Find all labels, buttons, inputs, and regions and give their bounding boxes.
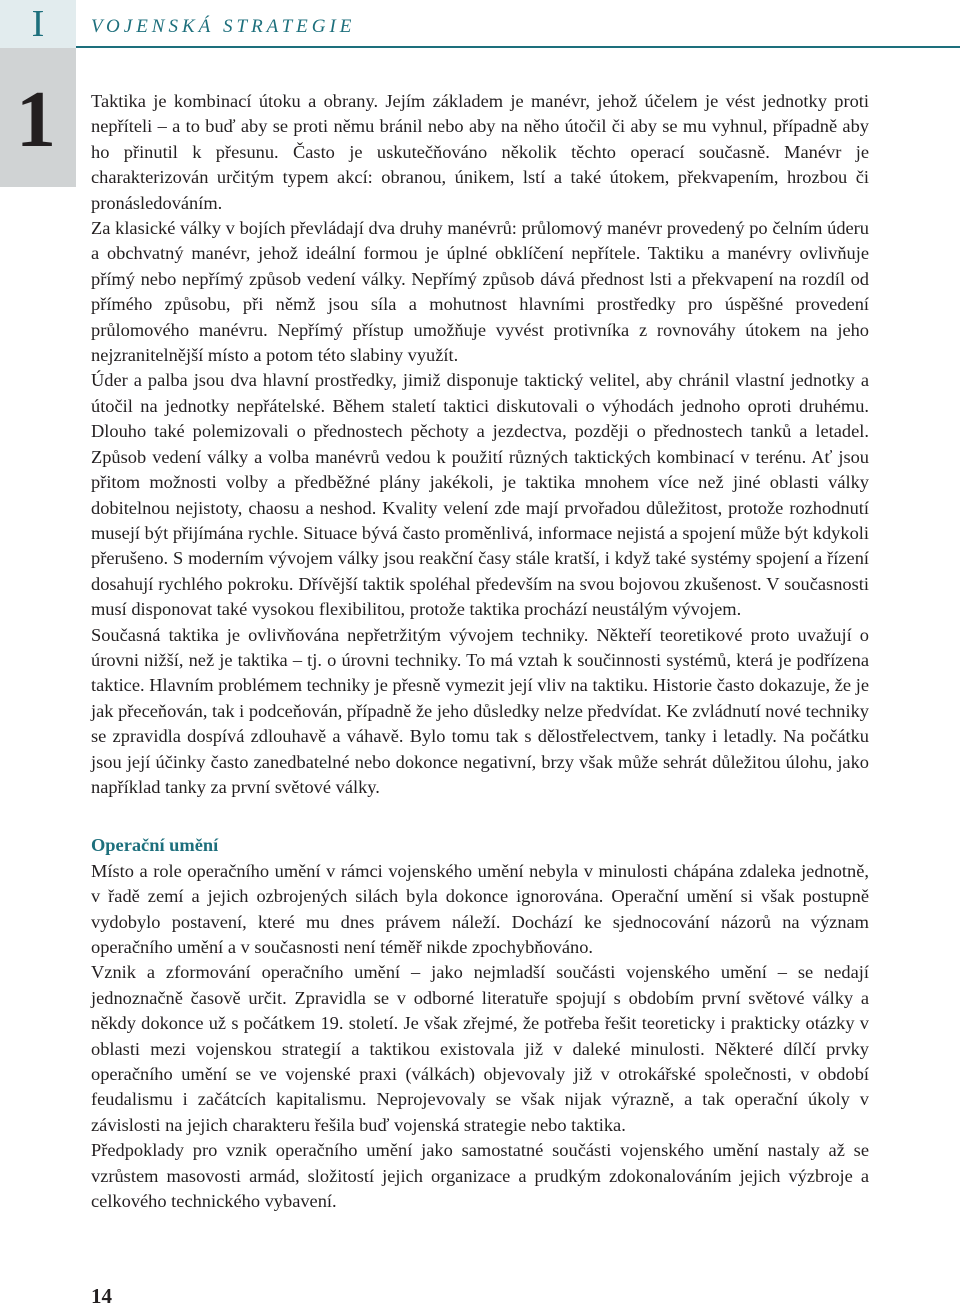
body-text xyxy=(91,89,869,1214)
part-number: I xyxy=(31,3,45,45)
paragraph: Předpoklady pro vznik operačního umění jako samostatné součásti vojenského umění nastaly až se vzrůstem masovosti armád, složitostí jejich organizace a prudkým zdokonalováním jejich výzbroje a celkového technického vybavení. xyxy=(91,1140,869,1212)
paragraph: Vznik a zformování operačního umění – jako nejmladší součásti vojenského umění – se nedají jednoznačně časově určit. Zpravidla se v odborné literatuře spojují s obdobím první světové války a někdy dokonce už s počátkem 19. století. Je však zřejmé, že potřeba řešit teoreticky i prakticky otázky v oblasti mezi vojenskou strategií a taktikou existovala již v daleké minulosti. Některé dílčí prvky operačního umění se ve vojenské praxi (válkách) objevovaly již v otrokářské společnosti, v období feudalismu i začátcích kapitalismu. Neprojevovaly se však nijak výrazně, a tak operační úkoly v závislosti na jejich charakteru řešila buď vojenská strategie nebo taktika. xyxy=(91,962,869,1135)
page-number: 14 xyxy=(91,1284,112,1308)
paragraph: Místo a role operačního umění v rámci vojenského umění nebyla v minulosti chápána zdaleka jednotně, v řadě zemí a jejich ozbrojených silách byla dokonce ignorována. Operační umění si však postupně vydobylo postavení, které mu dnes právem náleží. Dochází ke sjednocování názorů na význam operačního umění a v současnosti není téměř nikde zpochybňováno. xyxy=(91,860,869,957)
paragraph: Současná taktika je ovlivňována nepřetržitým vývojem techniky. Někteří teoretikové proto uvažují o úrovni nižší, než je taktika – tj. o úrovni techniky. To má vztah k součinnosti systémů, která je podřízena taktice. Hlavním problémem techniky je přesně vymezit její vliv na taktiku. Historie často dokazuje, že je jak přeceňován, tak i podceňován, případně že jeho důsledky nelze předvídat. Ke zvládnutí nové techniky se zpravidla dospívá zdlouhavě a váhavě. Bylo tomu tak s dělostřelectvem, tanky i letadly. Na počátku jsou její účinky často zanedbatelné nebo dokonce negativní, brzy však může sehrát důležitou úlohu, jako například tanky za první světové války. xyxy=(91,624,869,797)
part-number-box xyxy=(0,0,76,48)
paragraph: Taktika je kombinací útoku a obrany. Jejím základem je manévr, jehož účelem je vést jednotky proti nepříteli – a to buď aby se proti němu bránil nebo aby na něho útočil či aby se mu vyhnul, případně aby ho přinutil k přesunu. Často je uskutečňováno několik těchto operací současně. Manévr je charakterizován určitým typem akcí: obranou, únikem, lstí a také útokem, překvapením, hrozbou či pronásledováním. xyxy=(91,91,869,213)
header-rule xyxy=(76,46,960,48)
paragraph: Za klasické války v bojích převládají dva druhy manévrů: průlomový manévr provedený po čelním úderu a obchvatný manévr, jehož ideální formou je úplné obklíčení nepřítele. Taktiku a manévry ovlivňuje přímý nebo nepřímý způsob vedení války. Nepřímý způsob dává přednost lsti a překvapení na rozdíl od přímého způsobu, při němž jsou síla a mohutnost hlavními prostředky pro úspěšné provedení průlomového manévru. Nepřímý přístup umožňuje vyvést protivníka z rovnováhy útokem na jeho nejzranitelnější místo a potom této slabiny využít. xyxy=(91,218,869,366)
paragraph: Úder a palba jsou dva hlavní prostředky, jimiž disponuje taktický velitel, aby chránil vlastní jednotky a útočil na jednotky nepřátelské. Během staletí taktici diskutovali o výhodách jednoho oproti druhému. Dlouho také polemizovali o přednostech pěchoty a jezdectva, později o přednostech tanků a letadel. Způsob vedení války a volba manévrů vedou k použití různých taktických kombinací v terénu. Ať jsou přitom možnosti volby a předběžné plány jakékoli, je taktika mnohem více než jiné oblasti války dobitelnou nejistoty, chaosu a neshod. Kvality velení zde mají prvořadou důležitost, protože rozhodnutí musejí být přijímána rychle. Situace bývá často proměnlivá, informace nejistá a spojení může být kdykoli přerušeno. S moderním vývojem války jsou reakční časy stále kratší, i když také systémy spojení a řízení dosahují rychlého pokroku. Dřívější taktik spoléhal především na svou bojovou zkušenost. V současnosti musí disponovat také vysokou flexibilitou, protože taktika prochází neustálým vývojem. xyxy=(91,370,869,620)
section-heading: Operační umění xyxy=(91,835,219,856)
running-header-title: VOJENSKÁ STRATEGIE xyxy=(91,16,356,37)
chapter-number: 1 xyxy=(16,76,56,164)
